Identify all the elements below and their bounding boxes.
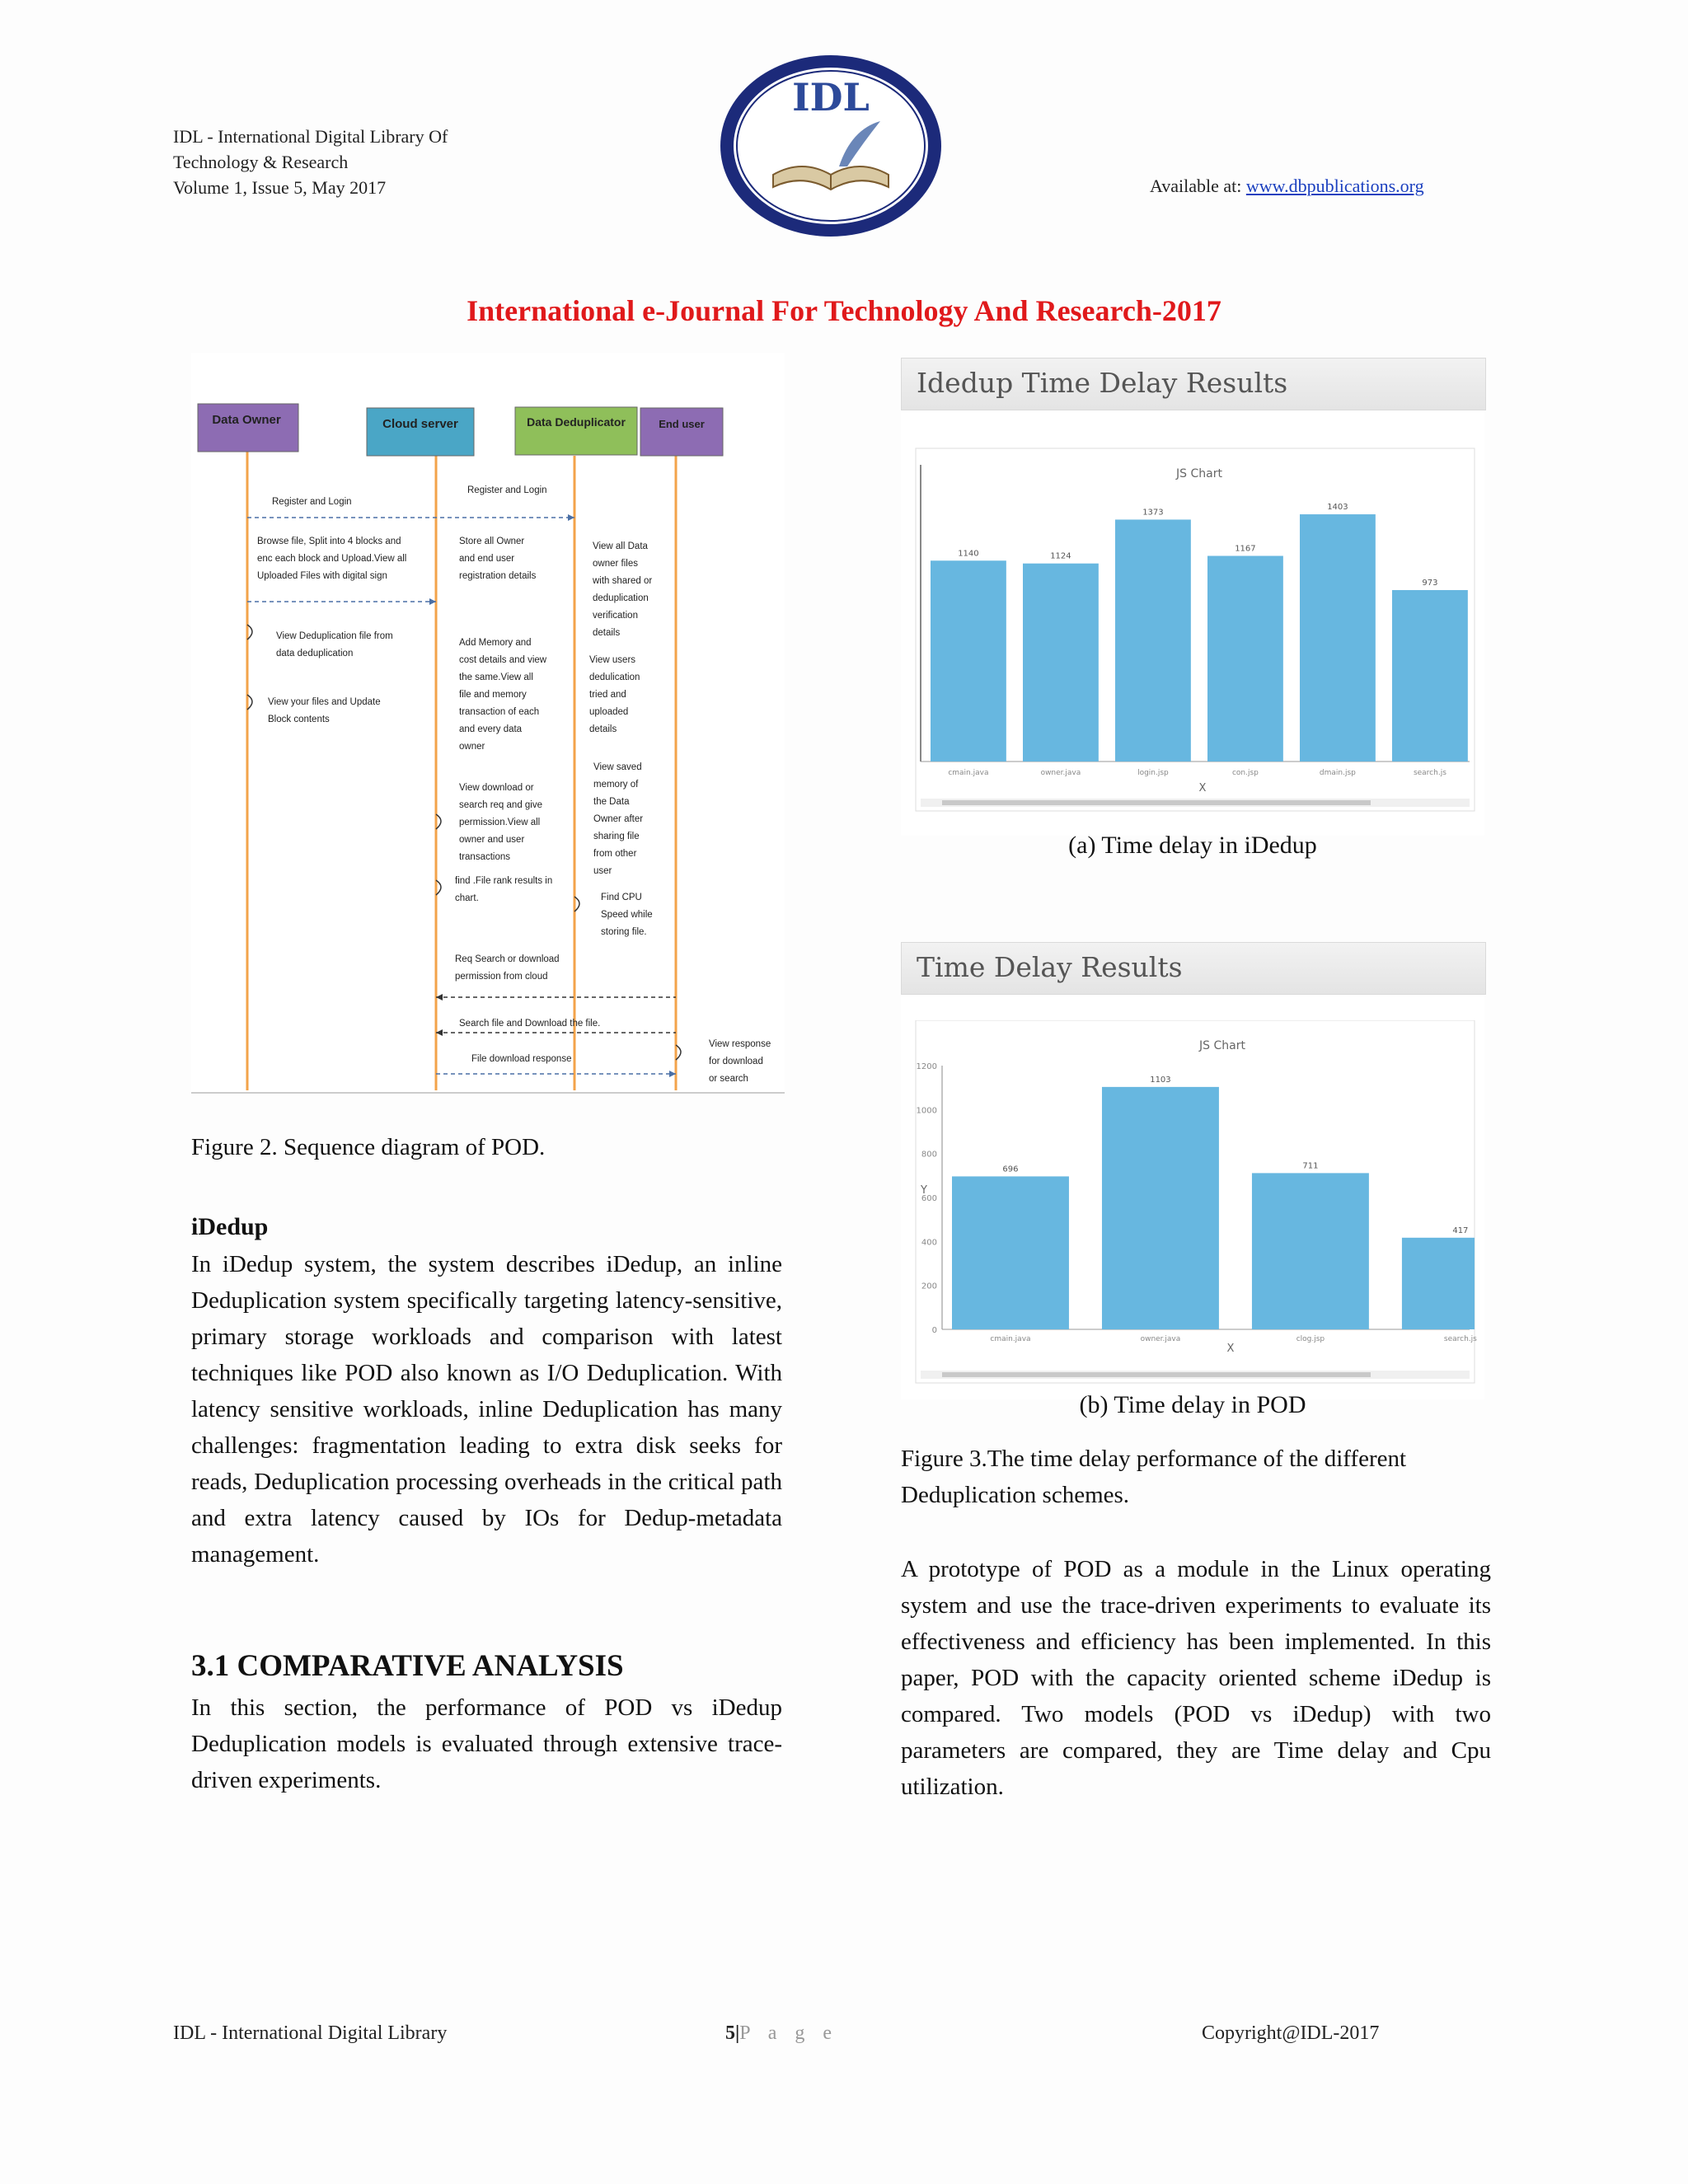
msg-viewusers-2: dedulication <box>589 673 640 682</box>
msg-cpu-2: Speed while <box>601 910 653 920</box>
actor-data-owner <box>198 404 298 452</box>
msg-viewsaved-6: from other <box>593 849 637 859</box>
actor-label-cloud-server: Cloud server <box>382 417 458 431</box>
msg-browse-1: Browse file, Split into 4 blocks and <box>257 537 401 546</box>
actor-label-end-user: End user <box>659 418 705 430</box>
figure2-caption: Figure 2. Sequence diagram of POD. <box>191 1134 546 1160</box>
chart-subtitle: JS Chart <box>1176 467 1222 480</box>
msg-browse-3: Uploaded Files with digital sign <box>257 571 387 581</box>
msg-viewsaved-4: Owner after <box>593 814 644 824</box>
bar <box>1300 514 1376 762</box>
bar <box>1252 1173 1369 1329</box>
idedup-heading: iDedup <box>191 1213 269 1240</box>
bar-value-label: 1403 <box>1327 503 1348 513</box>
msg-viewdata-3: with shared or <box>593 576 653 586</box>
journal-title: International e-Journal For Technology And Research-2017 <box>467 294 1221 327</box>
bar <box>1207 556 1283 762</box>
msg-find-1: find .File rank results in <box>455 876 553 886</box>
page-separator: | <box>735 2022 740 2044</box>
chart-scrollbar-thumb[interactable] <box>942 1372 1371 1377</box>
x-tick-label: cmain.java <box>948 769 989 777</box>
sequence-diagram <box>191 353 785 1094</box>
figure3-caption: Figure 3.The time delay performance of the different Deduplication schemes. <box>901 1446 1407 1508</box>
right-paragraph: A prototype of POD as a module in the Linux operating system and use the trace-driven experiments to evaluate its effectiveness and efficiency has been implemented. In this paper, POD with the capacity oriented scheme iDedup is compared. Two models (POD vs iDedup) with two parameters are compared, they are Time delay and Cpu utilization. <box>901 1556 1491 1800</box>
header-left <box>173 124 448 200</box>
msg-viewdata-2: owner files <box>593 559 638 569</box>
available-url-link[interactable]: www.dbpublications.org <box>1245 176 1424 196</box>
msg-download-response: File download response <box>471 1054 572 1064</box>
msg-addmem-1: Add Memory and <box>459 638 532 648</box>
idl-logo <box>715 51 946 241</box>
x-tick-label: owner.java <box>1140 1335 1181 1343</box>
bar-value-label: 1140 <box>958 549 979 559</box>
header-line-2: Technology & Research <box>173 152 349 172</box>
chart-title: Time Delay Results <box>917 951 1183 983</box>
msg-viewsaved-1: View saved <box>593 762 642 772</box>
msg-viewdedup-1: View Deduplication file from <box>276 631 393 641</box>
y-axis-label: Y <box>921 1184 927 1197</box>
y-tick-label: 200 <box>921 1282 937 1291</box>
chart-subcaption: (b) Time delay in POD <box>1079 1391 1306 1418</box>
msg-searchfile: Search file and Download the file. <box>459 1019 601 1029</box>
x-tick-label: search.js <box>1413 769 1447 777</box>
msg-addmem-4: file and memory <box>459 690 527 700</box>
msg-viewdownload-1: View download or <box>459 783 534 793</box>
msg-viewdownload-3: permission.View all <box>459 818 541 827</box>
bar <box>952 1176 1069 1329</box>
msg-viewresponse-3: or search <box>709 1074 748 1084</box>
bar <box>1023 564 1099 762</box>
msg-viewdata-4: deduplication <box>593 593 649 603</box>
msg-cpu-1: Find CPU <box>601 893 642 902</box>
x-axis-label: X <box>1198 782 1207 794</box>
msg-addmem-3: the same.View all <box>459 673 533 682</box>
section-heading: 3.1 COMPARATIVE ANALYSIS <box>191 1649 624 1683</box>
footer-left: IDL - International Digital Library <box>173 2022 448 2044</box>
x-tick-label: login.jsp <box>1137 769 1169 777</box>
msg-find-2: chart. <box>455 893 479 903</box>
chart-title: Idedup Time Delay Results <box>917 367 1288 399</box>
logo-text: IDL <box>792 75 870 120</box>
header-line-3: Volume 1, Issue 5, May 2017 <box>173 177 387 198</box>
msg-viewusers-1: View users <box>589 655 636 665</box>
available-label: Available at: <box>1150 176 1242 196</box>
msg-viewfiles-1: View your files and Update <box>268 697 381 707</box>
y-tick-label: 1000 <box>916 1106 937 1116</box>
idedup-paragraph: In iDedup system, the system describes iDedup, an inline Deduplication system specifically targeting latency-sensitive, primary storage workloads and comparison with latest techniques like POD also known as I/O Deduplication. With latency sensitive workloads, inline Deduplication has many challenges: fragmentation leading to extra disk seeks for reads, Deduplication processing overheads in the critical path and extra latency caused by IOs for Dedup-metadata management. <box>191 1251 782 1568</box>
section-paragraph: In this section, the performance of POD vs iDedup Deduplication models is evaluated through extensive trace-driven experiments. <box>191 1694 782 1793</box>
msg-viewsaved-3: the Data <box>593 797 630 807</box>
bar <box>1392 590 1468 762</box>
msg-viewfiles-2: Block contents <box>268 715 330 724</box>
chart-svg-idedup <box>901 440 1484 836</box>
msg-req-2: permission from cloud <box>455 972 548 982</box>
bar <box>931 560 1006 762</box>
msg-addmem-2: cost details and view <box>459 655 547 665</box>
msg-viewusers-4: uploaded <box>589 707 629 717</box>
msg-cpu-3: storing file. <box>601 927 647 937</box>
footer-right: Copyright@IDL-2017 <box>1202 2022 1380 2044</box>
y-tick-label: 1200 <box>916 1062 937 1071</box>
msg-viewsaved-5: sharing file <box>593 832 640 841</box>
header-line-1: IDL - International Digital Library Of <box>173 126 448 147</box>
msg-viewdata-5: verification <box>593 611 638 621</box>
bar-value-label: 711 <box>1302 1161 1319 1171</box>
chart-svg-pod <box>901 1020 1484 1399</box>
msg-store-3: registration details <box>459 571 537 581</box>
actor-label-data-owner: Data Owner <box>212 413 281 427</box>
bar-value-label: 1373 <box>1142 508 1164 518</box>
page-word: P a g e <box>739 2022 839 2044</box>
msg-viewdownload-5: transactions <box>459 852 511 862</box>
chart-subcaption: (a) Time delay in iDedup <box>1068 832 1317 859</box>
msg-viewresponse-2: for download <box>709 1057 763 1066</box>
y-tick-label: 0 <box>931 1326 937 1335</box>
msg-addmem-5: transaction of each <box>459 707 540 717</box>
chart-scrollbar-thumb[interactable] <box>942 800 1371 805</box>
y-tick-label: 600 <box>921 1194 937 1203</box>
msg-viewdedup-2: data deduplication <box>276 649 354 658</box>
x-axis-label: X <box>1226 1343 1235 1355</box>
msg-register-login-1: Register and Login <box>272 497 352 507</box>
bar-value-label: 696 <box>1002 1165 1019 1174</box>
footer-page <box>725 2022 838 2045</box>
bar <box>1102 1087 1219 1329</box>
y-tick-label: 400 <box>921 1238 937 1248</box>
bar-value-label: 973 <box>1422 578 1438 588</box>
msg-viewdata-6: details <box>593 628 621 638</box>
page-number: 5 <box>725 2022 735 2044</box>
msg-viewdata-1: View all Data <box>593 541 648 551</box>
msg-viewsaved-2: memory of <box>593 780 639 790</box>
bar <box>1402 1238 1475 1329</box>
msg-req-1: Req Search or download <box>455 954 560 964</box>
msg-viewdownload-4: owner and user <box>459 835 525 845</box>
msg-viewusers-3: tried and <box>589 690 626 700</box>
msg-register-login-2: Register and Login <box>467 485 547 495</box>
y-tick-label: 800 <box>921 1150 937 1160</box>
msg-store-2: and end user <box>459 554 515 564</box>
actor-label-data-deduplicator: Data Deduplicator <box>527 415 626 429</box>
msg-viewsaved-7: user <box>593 866 612 876</box>
x-tick-label: cmain.java <box>990 1335 1031 1343</box>
chart-panel-pod <box>901 942 1484 1418</box>
msg-viewdownload-2: search req and give <box>459 800 543 810</box>
actor-data-deduplicator <box>515 407 637 455</box>
msg-viewusers-5: details <box>589 724 617 734</box>
chart-panel-idedup <box>901 358 1484 859</box>
msg-viewresponse-1: View response <box>709 1039 771 1049</box>
header-available <box>1150 176 1424 197</box>
chart-title-bar <box>901 358 1486 410</box>
bar <box>1115 519 1191 762</box>
bar-value-label: 1167 <box>1235 544 1256 554</box>
actor-cloud-server <box>367 408 474 456</box>
bar-value-label: 1124 <box>1050 551 1071 561</box>
x-tick-label: owner.java <box>1040 769 1081 777</box>
msg-browse-2: enc each block and Upload.View all <box>257 554 407 564</box>
x-tick-label: dmain.jsp <box>1319 769 1356 777</box>
chart-subtitle: JS Chart <box>1199 1039 1245 1052</box>
x-tick-label: search.js <box>1443 1335 1477 1343</box>
msg-store-1: Store all Owner <box>459 537 525 546</box>
bar-value-label: 417 <box>1452 1226 1469 1235</box>
bar-value-label: 1103 <box>1150 1075 1171 1085</box>
chart-title-bar <box>901 942 1486 995</box>
msg-addmem-7: owner <box>459 742 485 752</box>
msg-addmem-6: and every data <box>459 724 523 734</box>
x-tick-label: con.jsp <box>1231 769 1259 777</box>
x-tick-label: clog.jsp <box>1296 1335 1325 1343</box>
actor-end-user <box>640 408 723 456</box>
